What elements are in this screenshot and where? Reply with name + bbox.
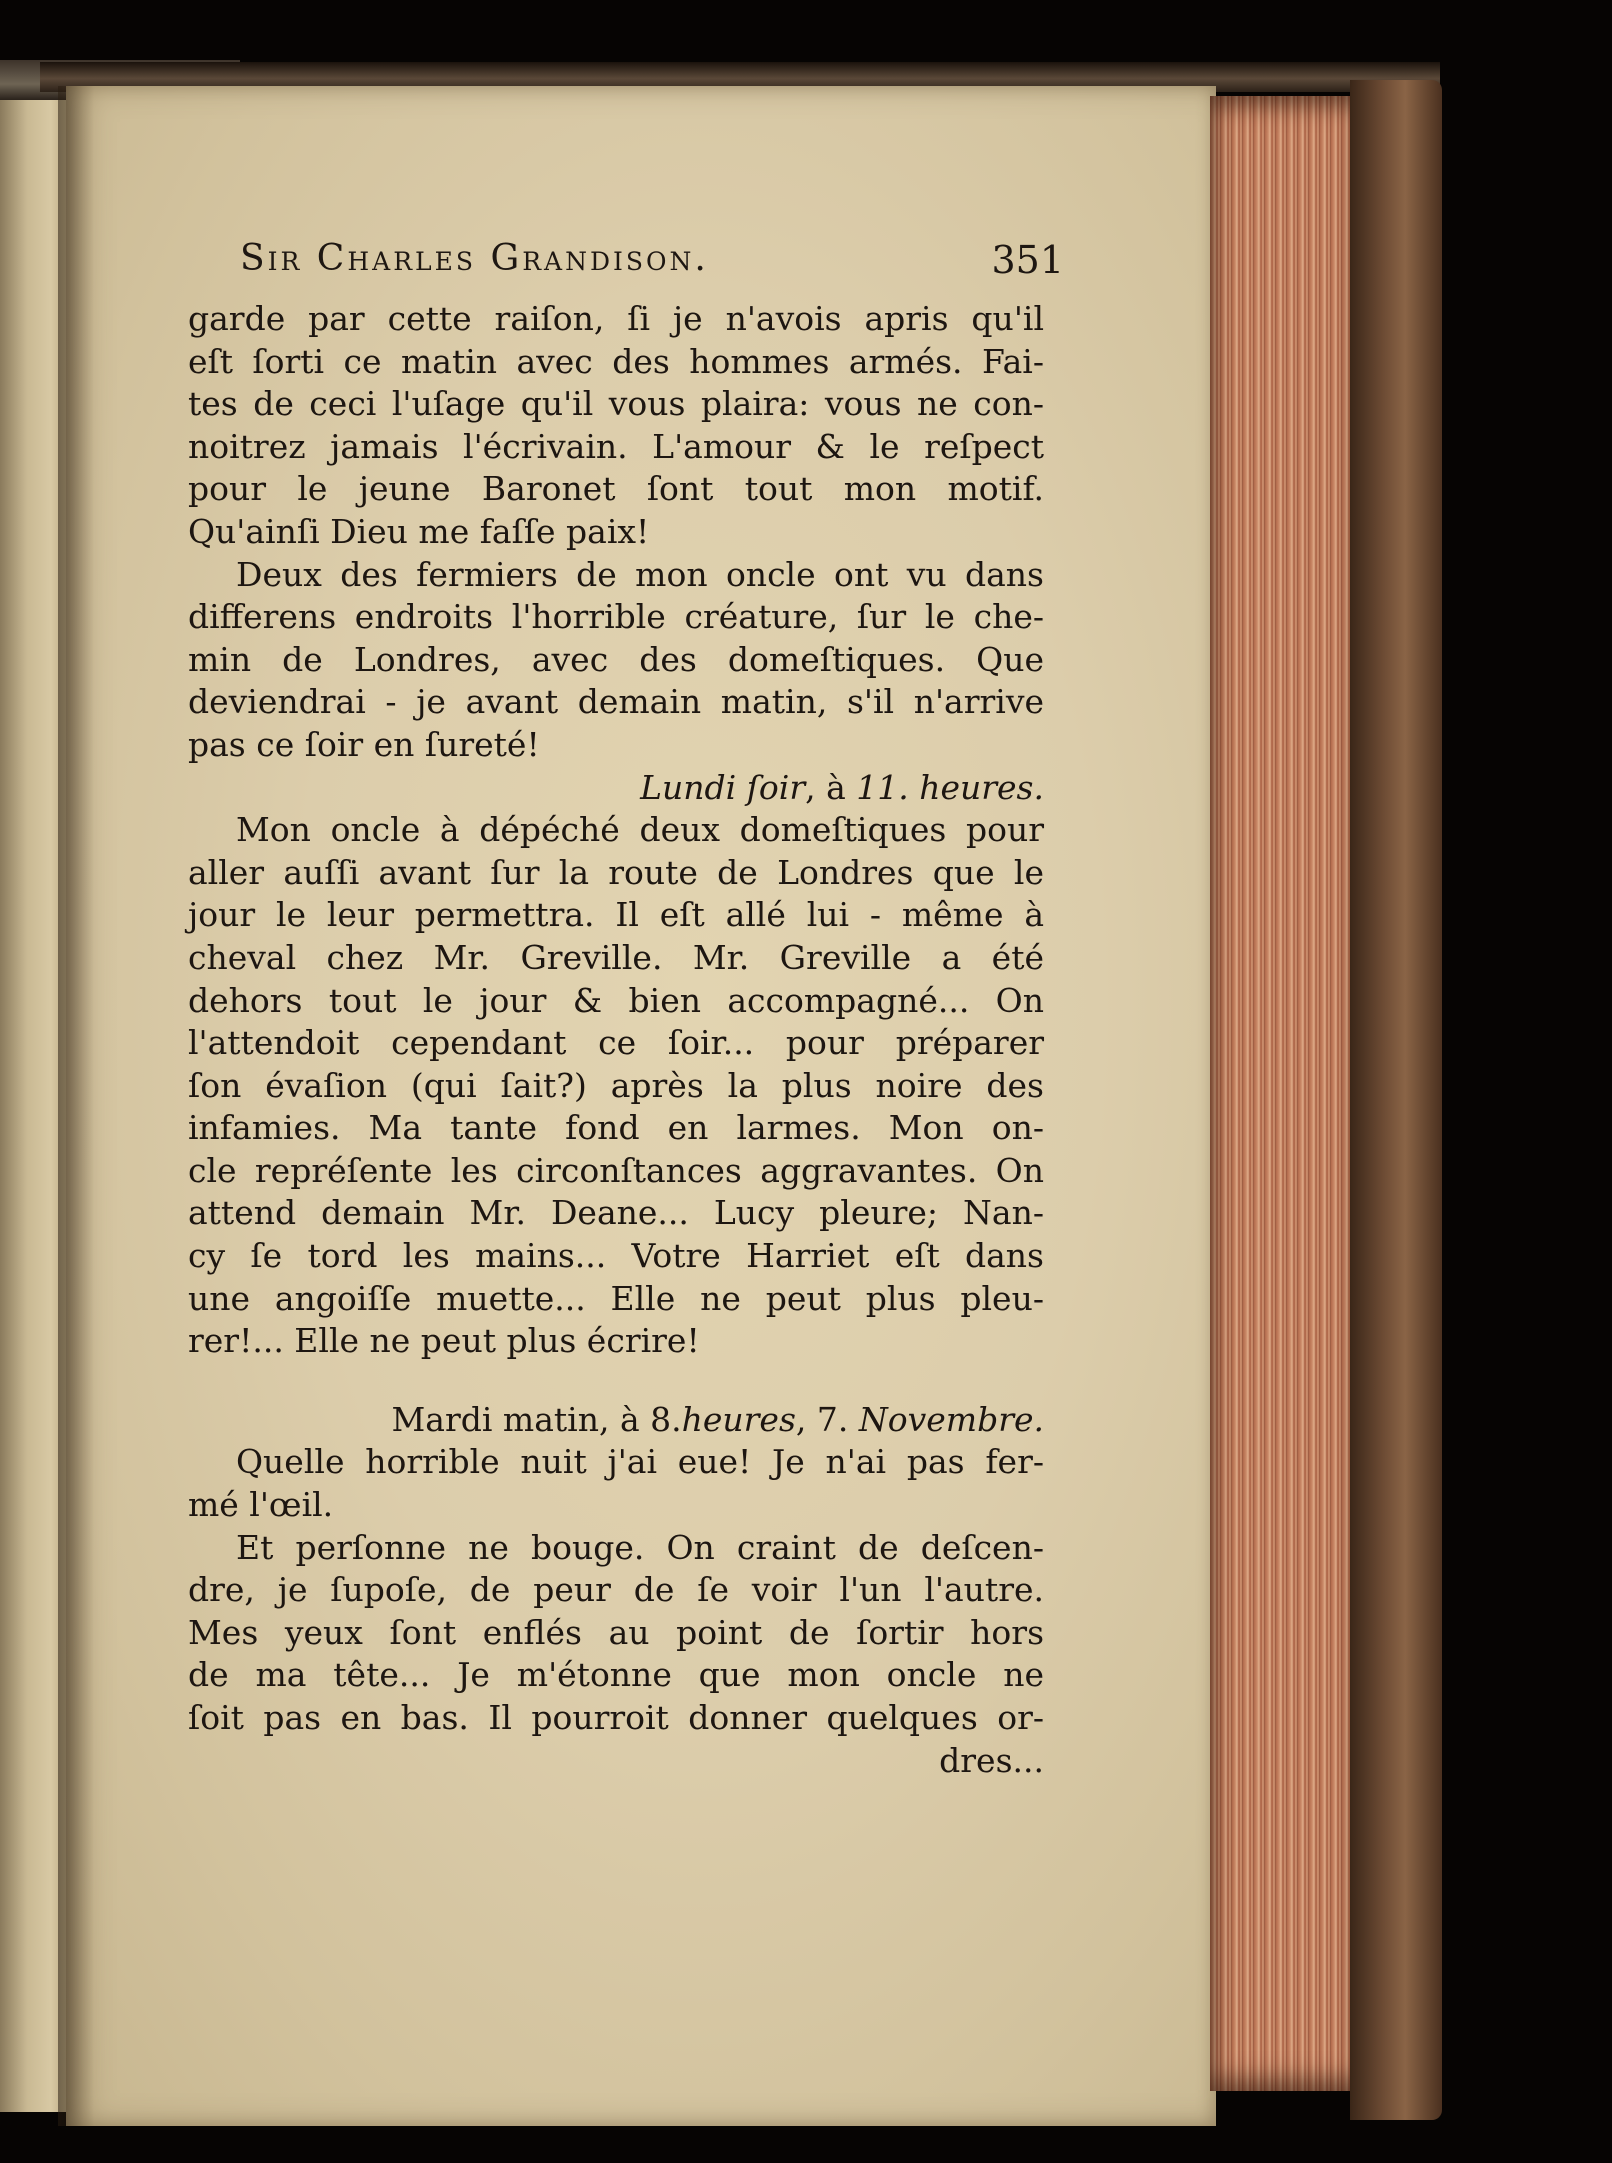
running-head [240,238,1064,288]
text-line: Quelle horrible nuit j'ai eue! Je n'ai pas fer- [236,1442,1044,1482]
text-line: garde par cette raiſon, ſi je n'avois apris qu'il [188,299,1044,338]
text-line: tes de ceci l'uſage qu'il vous plaira: vous ne con- [188,384,1044,424]
dateline-hour: heures [681,1399,796,1439]
text-line: mé l'œil. [188,1485,334,1525]
text-line: pas ce ſoir en ſureté! [188,724,540,764]
text-line: infamies. Ma tante fond en larmes. Mon on- [188,1108,1044,1148]
text-line: cle repréſente les circonſtances aggravantes. On [188,1150,1044,1190]
text-line: min de Londres, avec des domeſtiques. Que [188,639,1044,679]
text-line: deviendrai - je avant demain matin, s'il n'arrive [188,682,1044,722]
running-title: Sir Charles Grandison. [240,238,709,279]
page-number: 351 [991,238,1064,282]
dateline [188,1399,1044,1442]
text-line: cy ſe tord les mains... Votre Harriet eſt dans [188,1236,1044,1276]
text-line: dehors tout le jour & bien accompagné... On [188,980,1044,1020]
text-line: aller auſſi avant ſur la route de Londres que le [188,852,1044,892]
text-line: ſoit pas en bas. Il pourroit donner quelques or- [188,1698,1044,1737]
book-cover-right [1350,80,1442,2120]
text-line: Et perſonne ne bouge. On craint de deſcen- [236,1527,1044,1567]
text-line: dre, je ſupoſe, de peur de ſe voir l'un l'autre. [188,1570,1044,1610]
dateline [188,767,1044,810]
text-line: differens endroits l'horrible créature, ſur le che- [188,597,1044,637]
text-line: Qu'ainſi Dieu me faſſe paix! [188,511,650,551]
page-gutter-shadow [58,86,94,2126]
dateline-month: Novembre. [858,1399,1044,1439]
page-text [188,298,1044,1782]
text-line: cheval chez Mr. Greville. Mr. Greville a été [188,937,1044,977]
text-line: noitrez jamais l'écrivain. L'amour & le reſpect [188,426,1044,466]
text-line: l'attendoit cependant ce ſoir... pour préparer [188,1023,1044,1063]
text-line: Deux des fermiers de mon oncle ont vu dans [236,554,1044,594]
text-line: une angoiſſe muette... Elle ne peut plus pleu- [188,1278,1044,1318]
text-line: pour le jeune Baronet ſont tout mon motif. [188,469,1044,509]
section-gap [188,1363,1044,1399]
dateline-day: Lundi ſoir [640,767,806,807]
text-line: ſon évaſion (qui ſait?) après la plus noire des [188,1065,1044,1105]
page-fore-edge [1210,96,1360,2091]
dateline-day: Mardi matin [391,1399,599,1439]
dateline-sep: , 7. [795,1399,859,1439]
text-line: Mon oncle à dépéché deux domeſtiques pour [236,810,1044,850]
text-line: jour le leur permettra. Il eſt allé lui - même à [188,895,1044,935]
catchword: dres... [939,1740,1044,1780]
text-line: attend demain Mr. Deane... Lucy pleure; Nan- [188,1193,1044,1233]
text-line: rer!... Elle ne peut plus écrire! [188,1321,700,1361]
dateline-sep: , à 8. [598,1399,682,1439]
text-line: Mes yeux ſont enflés au point de ſortir hors [188,1612,1044,1652]
dateline-hour: 11. heures. [856,767,1044,807]
dateline-sep: , à [805,767,857,807]
text-line: de ma tête... Je m'étonne que mon oncle ne [188,1655,1044,1695]
text-line: eſt ſorti ce matin avec des hommes armés. Fai- [188,341,1044,381]
